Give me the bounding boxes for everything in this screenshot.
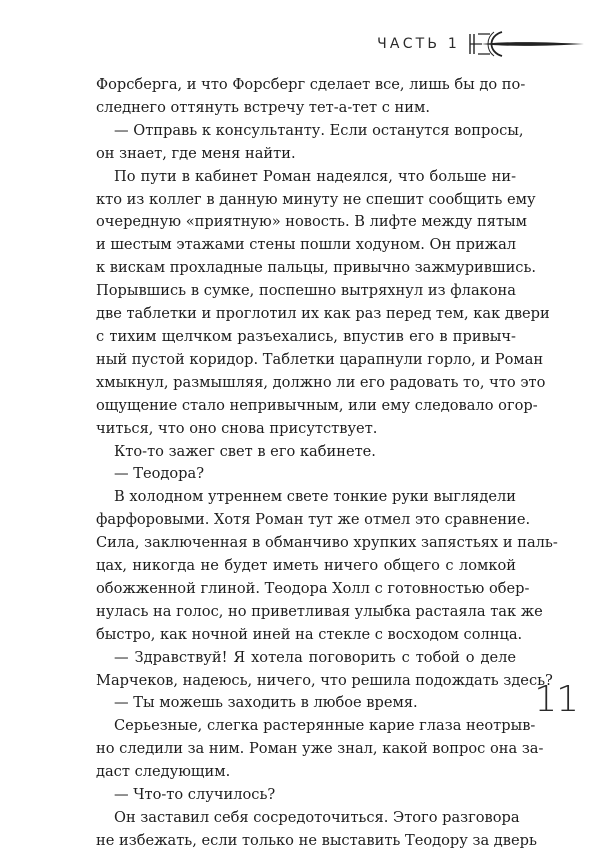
text-line: к вискам прохладные пальцы, привычно зажмурившись. xyxy=(96,259,537,277)
page-number: 11 xyxy=(534,679,578,720)
text-line: фарфоровыми. Хотя Роман тут же отмел это сравнение. xyxy=(96,511,531,529)
text-line: — Здравствуй! Я хотела поговорить с тобой о деле xyxy=(114,648,516,666)
text-line: ный пустой коридор. Таблетки царапнули горло, и Роман xyxy=(96,350,544,368)
text-line: Порывшись в сумке, поспешно вытряхнул из флакона xyxy=(96,282,516,300)
text-line: — Что-то случилось? xyxy=(114,786,276,804)
text-line: Марчеков, надеюсь, ничего, что решила подождать здесь? xyxy=(96,671,553,689)
text-line: с тихим щелчком разъехались, впустив его в привыч- xyxy=(96,327,516,345)
text-line: обожженной глиной. Теодора Холл с готовностью обер- xyxy=(96,579,530,597)
text-line: не избежать, если только не выставить Теодору за дверь xyxy=(96,831,537,849)
text-line: — Отправь к консультанту. Если останутся вопросы, xyxy=(114,121,524,139)
text-line: цах, никогда не будет иметь ничего общего с ломкой xyxy=(96,557,516,575)
text-line: очередную «приятную» новость. В лифте между пятым xyxy=(96,213,528,231)
text-line: но следили за ним. Роман уже знал, какой вопрос она за- xyxy=(96,740,544,758)
text-line: хмыкнул, размышляя, должно ли его радовать то, что это xyxy=(96,373,546,391)
text-line: нулась на голос, но приветливая улыбка растаяла так же xyxy=(96,602,543,620)
text-line: — Ты можешь заходить в любое время. xyxy=(114,694,418,712)
text-line: читься, что оно снова присутствует. xyxy=(96,419,378,437)
text-line: две таблетки и проглотил их как раз перед тем, как двери xyxy=(96,305,550,323)
text-line: По пути в кабинет Роман надеялся, что больше ни- xyxy=(114,167,516,185)
text-line: он знает, где меня найти. xyxy=(96,144,296,162)
text-line: Форсберга, и что Форсберг сделает все, лишь бы до по- xyxy=(96,76,526,93)
text-line: следнего оттянуть встречу тет-а-тет с ним. xyxy=(96,98,430,116)
text-line: В холодном утреннем свете тонкие руки выглядели xyxy=(114,488,516,506)
text-line: кто из коллег в данную минуту не спешит сообщить ему xyxy=(96,190,536,208)
text-line: Кто-то зажег свет в его кабинете. xyxy=(114,442,376,460)
text-line: Серьезные, слегка растерянные карие глаза неотрыв- xyxy=(114,717,536,735)
text-line: даст следующим. xyxy=(96,763,231,781)
running-header xyxy=(377,30,586,58)
text-line: быстро, как ночной иней на стекле с восходом солнца. xyxy=(96,625,523,643)
text-line: Сила, заключенная в обманчиво хрупких запястьях и паль- xyxy=(96,534,558,552)
text-line: ощущение стало непривычным, или ему следовало огор- xyxy=(96,396,538,414)
text-line: и шестым этажами стены пошли ходуном. Он прижал xyxy=(96,236,517,254)
running-title: ЧАСТЬ 1 xyxy=(377,36,460,52)
text-line: — Теодора? xyxy=(114,465,205,483)
ornament-icon xyxy=(468,30,586,58)
text-line: Он заставил себя сосредоточиться. Этого разговора xyxy=(114,809,520,826)
